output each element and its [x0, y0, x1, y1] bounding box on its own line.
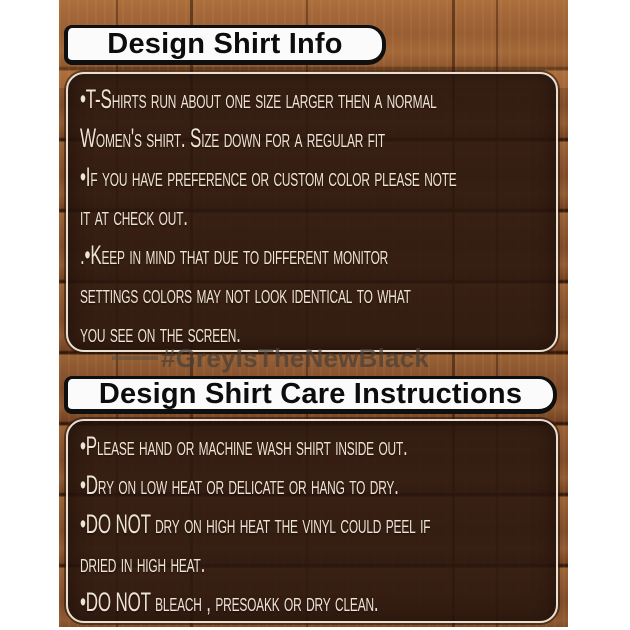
- info-line: settings colors may not look identical to what: [80, 280, 411, 310]
- care-banner: [64, 376, 557, 414]
- info-banner-title: Design Shirt Info: [107, 27, 343, 60]
- info-line: you see on the screen.: [80, 319, 241, 349]
- info-panel: [66, 72, 558, 352]
- care-panel-text: [80, 428, 556, 623]
- info-line: •If you have preference or custom color please note: [80, 163, 457, 193]
- info-line: it at check out.: [80, 202, 188, 232]
- care-line: •Please hand or machine wash shirt inside out.: [80, 432, 408, 462]
- info-panel-text: [80, 81, 556, 352]
- info-line: .•Keep in mind that due to different monitor: [80, 241, 389, 271]
- watermark-text: #GreyIsTheNewBlack: [160, 343, 430, 373]
- care-line: •Dry on low heat or delicate or hang to dry.: [80, 471, 399, 501]
- care-line: •DO NOT bleach , presoakk or dry clean.: [80, 588, 379, 618]
- care-banner-title: Design Shirt Care Instructions: [98, 377, 523, 410]
- info-line: Women's shirt. Size down for a regular fit: [80, 124, 386, 154]
- care-line: dried in high heat.: [80, 549, 206, 579]
- info-line: •T-Shirts run about one size larger then a normal: [80, 85, 437, 115]
- care-panel: [66, 419, 558, 623]
- care-line: •DO NOT dry on high heat the vinyl could peel if: [80, 510, 431, 540]
- info-banner: [64, 25, 386, 65]
